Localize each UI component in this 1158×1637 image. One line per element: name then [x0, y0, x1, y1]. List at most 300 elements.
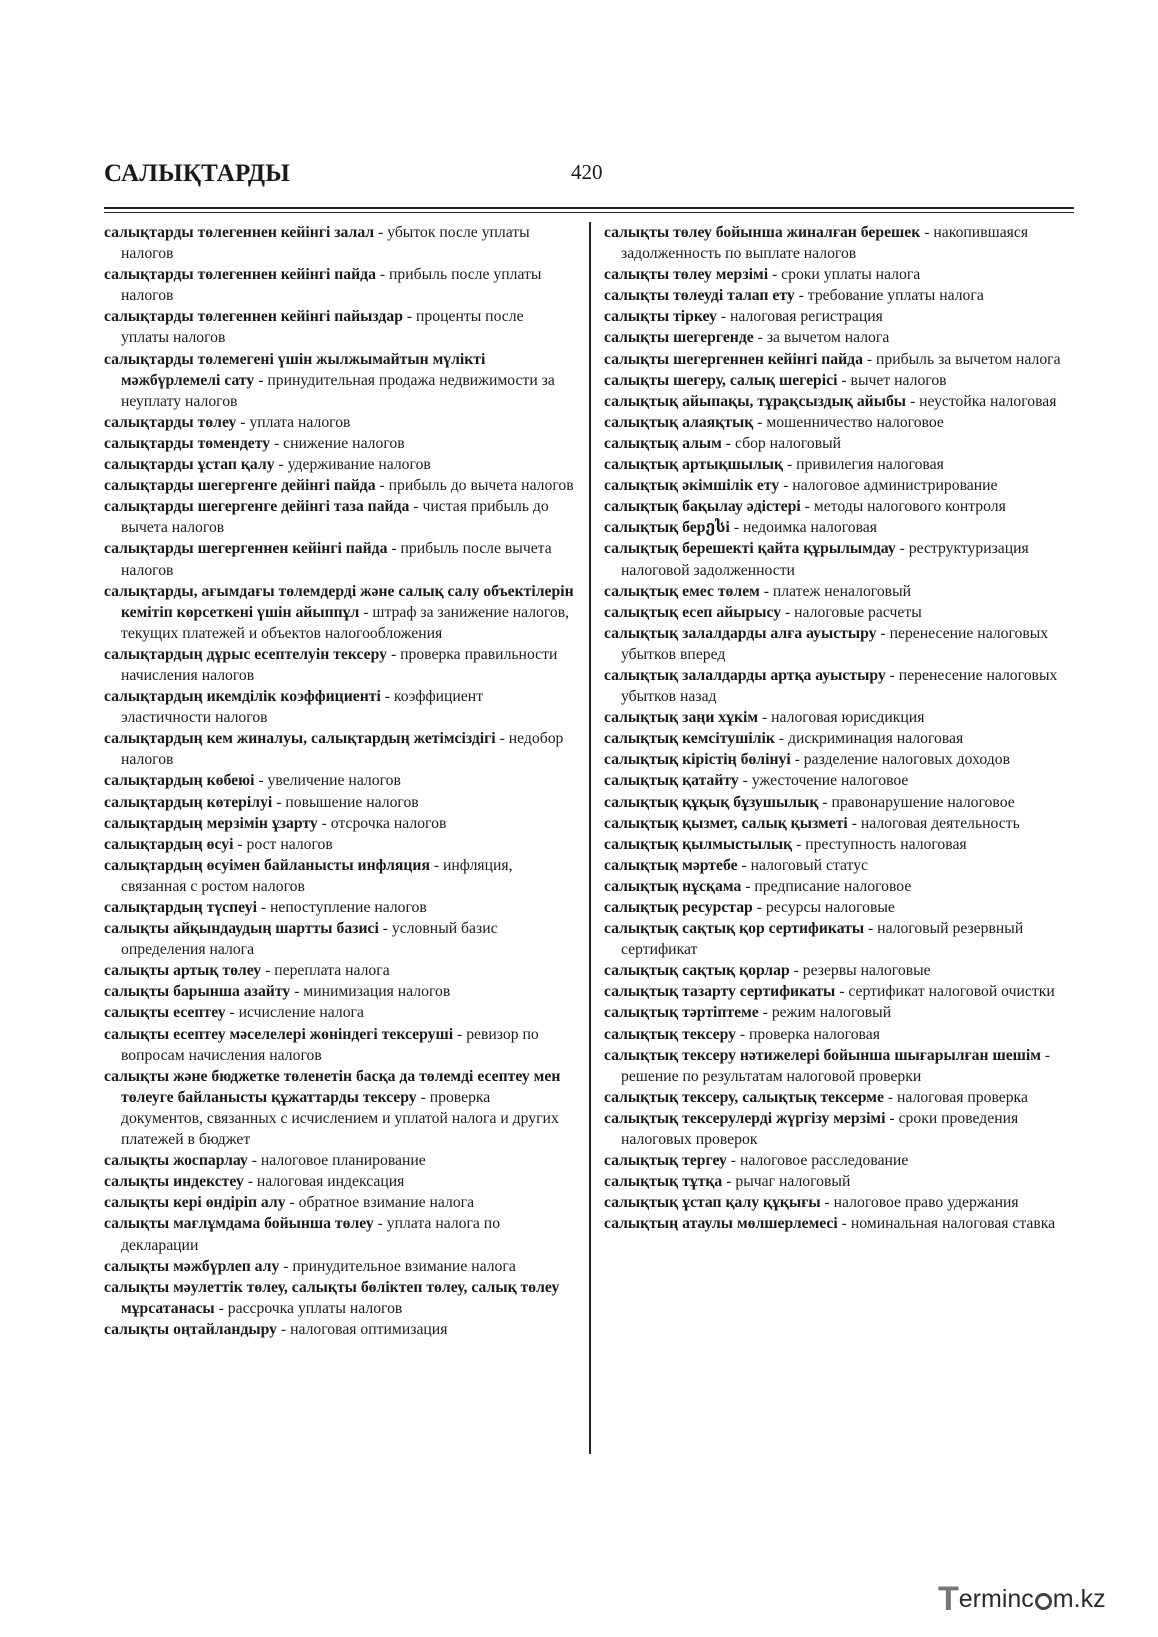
entry-separator: - [789, 962, 803, 980]
dictionary-entry [604, 306, 1079, 327]
entry-term: салықты есептеу мәселелері жөніндегі тексеруші [104, 1025, 454, 1043]
column-divider [589, 222, 591, 1454]
entry-separator: - [820, 1194, 834, 1212]
entry-separator: - [236, 413, 250, 431]
entry-separator: - [378, 920, 392, 938]
entry-translation: платеж неналоговый [772, 582, 912, 600]
entry-term: салықтық заңи хұкім [604, 709, 759, 727]
entry-translation: мошенничество налоговое [766, 413, 944, 431]
entry-term: салықтық қызмет, салық қызметі [604, 814, 848, 832]
entry-term: салықтық тергеу [604, 1152, 727, 1170]
dictionary-entry [604, 813, 1079, 834]
entry-separator: - [876, 624, 890, 642]
entry-term: салықтарды төлеу [104, 413, 237, 431]
entry-term: салықтардың түспеуі [104, 899, 257, 916]
entry-term: салықты кері өндіріп алу [104, 1194, 286, 1212]
entry-separator: - [261, 962, 275, 980]
entry-separator: - [225, 1004, 239, 1022]
dictionary-entry [604, 538, 1079, 580]
dictionary-entry [604, 707, 1079, 728]
entry-term: салықты артық төлеу [104, 962, 262, 980]
dictionary-entry [604, 517, 1079, 538]
dictionary-entry [604, 1087, 1079, 1108]
dictionary-entry [104, 918, 575, 960]
dictionary-entry [104, 1319, 575, 1340]
entry-term: салықты мәжбүрлеп алу [104, 1257, 280, 1275]
dictionary-entry [104, 412, 575, 433]
dictionary-entry [104, 496, 575, 538]
dictionary-entry [104, 1171, 575, 1192]
entry-term: салықтық айыпақы, тұрақсыздық айыбы [604, 392, 907, 410]
entry-separator: - [726, 1152, 740, 1170]
entry-separator: - [885, 666, 899, 684]
entry-translation: номинальная налоговая ставка [850, 1215, 1056, 1233]
entry-term: салықтық мәртебе [604, 856, 738, 874]
dictionary-entry [104, 1002, 575, 1023]
entry-separator: - [906, 392, 920, 410]
entry-term: салықтық тексеру нәтижелері бойынша шығарылған шешім [604, 1046, 1041, 1064]
entry-separator: - [373, 1215, 387, 1233]
dictionary-entry [104, 770, 575, 791]
entry-term: салықтардың көтерілуі [104, 793, 273, 811]
dictionary-entry [604, 264, 1079, 285]
dictionary-entry [604, 412, 1079, 433]
entry-term: салықты шегеру, салық шегерісі [604, 371, 838, 389]
entry-translation: проверка правильности начисления налогов [121, 645, 558, 684]
entry-separator: - [779, 477, 793, 495]
entry-translation: перенесение налоговых убытков вперед [621, 624, 1049, 663]
dictionary-entry [104, 306, 575, 348]
entry-term: салықтық бақылау әдістері [604, 498, 801, 516]
dictionary-entry [104, 1277, 575, 1319]
watermark-mid: erminc [958, 1585, 1034, 1613]
dictionary-entry [604, 1045, 1079, 1087]
entry-term: салықты жоспарлау [104, 1152, 248, 1170]
entry-translation: сертификат налоговой очистки [848, 983, 1055, 1001]
entry-term: салықтық кемсітушілік [604, 730, 775, 748]
entry-translation: дискриминация налоговая [787, 730, 964, 748]
entry-term: салықтық берешекті қайта құрылымдау [604, 540, 896, 558]
entry-translation: ревизор по вопросам начисления налогов [121, 1025, 539, 1064]
dictionary-entry [104, 1256, 575, 1277]
entry-separator: - [721, 434, 735, 452]
entry-translation: налоговая индексация [256, 1173, 405, 1191]
entry-term: салықтарды шегергеннен кейінгі пайда [104, 540, 388, 558]
entry-term: салықтарды шегергенге дейінгі пайда [104, 477, 376, 495]
entry-translation: рычаг налоговый [735, 1173, 851, 1191]
entry-separator: - [270, 434, 284, 452]
dictionary-entry [604, 770, 1079, 791]
dictionary-entry [604, 876, 1079, 897]
header-rule-thin [104, 212, 1074, 213]
entry-translation: условный базис определения налога [121, 920, 498, 959]
entry-term: салықтық қылмыстылық [604, 835, 793, 853]
entry-separator: - [753, 329, 767, 347]
entry-translation: предписание налоговое [754, 877, 912, 895]
entry-translation: налоговая деятельность [860, 814, 1020, 832]
entry-translation: проверка налоговая [749, 1025, 880, 1043]
entry-separator: - [416, 1088, 430, 1106]
entry-translation: накопившаяся задолженность по выплате налогов [621, 224, 1029, 263]
entry-term: салықтық ұстап қалу құқығы [604, 1194, 821, 1212]
terminkom-logo [938, 1580, 1106, 1619]
dictionary-entry [104, 1066, 575, 1150]
entry-translation: налоговый резервный сертификат [621, 920, 1024, 959]
entry-separator: - [429, 856, 444, 874]
entry-term: салықтық тексеру, салықтық тексерме [604, 1088, 884, 1106]
dictionary-entry [104, 264, 575, 306]
entry-translation: методы налогового контроля [813, 498, 1006, 516]
entry-translation: увеличение налогов [267, 772, 401, 790]
entry-translation: проценты после уплаты налогов [121, 308, 524, 347]
entry-term: салықтық алым [604, 434, 722, 452]
dictionary-entry [604, 454, 1079, 475]
entry-translation: удерживание налогов [287, 456, 431, 474]
right-column [604, 222, 1079, 1235]
entry-separator: - [737, 856, 751, 874]
dictionary-entry [604, 918, 1079, 960]
dictionary-entry [104, 1150, 575, 1171]
entry-term: салықты тіркеу [604, 308, 717, 326]
dictionary-entry [604, 960, 1079, 981]
entry-separator: - [254, 371, 268, 389]
entry-separator: - [837, 371, 851, 389]
entry-translation: преступность налоговая [805, 835, 967, 853]
entry-translation: решение по результатам налоговой проверки [621, 1067, 922, 1085]
entry-separator: - [272, 793, 286, 811]
entry-separator: - [279, 1257, 293, 1275]
dictionary-entry [604, 349, 1079, 370]
entry-separator: - [359, 603, 373, 621]
dictionary-entry [104, 1024, 575, 1066]
entry-translation: налоговый статус [750, 856, 868, 874]
entry-term: салықтық залалдарды артқа ауыстыру [604, 666, 886, 684]
dictionary-entry [104, 897, 575, 918]
dictionary-entry [604, 1108, 1079, 1150]
dictionary-entry [604, 749, 1079, 770]
entry-translation: сбор налоговый [734, 434, 842, 452]
dictionary-entry [604, 496, 1079, 517]
entry-translation: налоговая оптимизация [290, 1320, 448, 1338]
entry-term: салықтық ресурстар [604, 899, 753, 916]
entry-translation: привилегия налоговая [796, 456, 944, 474]
dictionary-entry [604, 855, 1079, 876]
entry-translation: налоговое расследование [739, 1152, 909, 1170]
entry-separator: - [835, 983, 849, 1001]
entry-term: салықты оңтайландыру [104, 1320, 277, 1338]
dictionary-entry [604, 792, 1079, 813]
entry-translation: недобор налогов [121, 730, 564, 769]
entry-term: салықтарды, ағымдағы төлемдерді және салық салу объектілерін кемітіп көрсеткені үшін айыппұл [104, 582, 574, 621]
watermark-prefix: T [938, 1580, 959, 1618]
entry-translation: рассрочка уплаты налогов [227, 1299, 403, 1317]
entry-separator: - [729, 519, 743, 537]
entry-translation: чистая прибыль до вычета налогов [121, 498, 549, 537]
entry-separator: - [722, 1173, 736, 1191]
dictionary-entry [604, 1192, 1079, 1213]
dictionary-entry [604, 475, 1079, 496]
dictionary-entry [604, 391, 1079, 412]
entry-translation: убыток после уплаты налогов [121, 224, 530, 263]
entry-term: салықты төлеуді талап ету [604, 287, 795, 305]
entry-separator: - [753, 413, 767, 431]
entry-separator: - [387, 645, 401, 663]
entry-separator: - [285, 1194, 299, 1212]
dictionary-entry [604, 728, 1079, 749]
entry-translation: налоговое администрирование [792, 477, 998, 495]
entry-separator: - [847, 814, 861, 832]
entry-translation: налоговая проверка [897, 1088, 1028, 1106]
dictionary-entry [104, 981, 575, 1002]
entry-term: салықтық нұсқама [604, 877, 742, 895]
dictionary-entry [104, 433, 575, 454]
dictionary-entry [604, 433, 1079, 454]
entry-term: салықтық берესі [604, 519, 730, 537]
entry-translation: налоговая юрисдикция [771, 709, 925, 727]
entry-translation: коэффициент эластичности налогов [121, 688, 484, 727]
entry-separator: - [758, 709, 772, 727]
entry-term: салықты төлеу бойынша жиналған берешек [604, 224, 921, 241]
entry-translation: вычет налогов [850, 371, 947, 389]
dictionary-entry [604, 1150, 1079, 1171]
dictionary-entry [604, 602, 1079, 623]
entry-term: салықтық сақтық қорлар [604, 962, 790, 980]
logo-circle-icon [1035, 1593, 1052, 1610]
entry-term: салықтық тексеру [604, 1025, 736, 1043]
entry-term: салықтардың дұрыс есептелуін тексеру [104, 645, 388, 663]
dictionary-entry [604, 1024, 1079, 1045]
dictionary-entry [604, 327, 1079, 348]
dictionary-entry [104, 813, 575, 834]
entry-translation: налоговое право удержания [833, 1194, 1019, 1212]
entry-separator: - [741, 877, 755, 895]
dictionary-entry [104, 834, 575, 855]
entry-separator: - [317, 814, 331, 832]
entry-term: салықтарды шегергенге дейінгі таза пайда [104, 498, 410, 516]
entry-translation: ресурсы налоговые [765, 899, 895, 916]
dictionary-entry [604, 222, 1079, 264]
dictionary-entry [604, 834, 1079, 855]
entry-separator: - [794, 287, 808, 305]
dictionary-entry [104, 581, 575, 644]
entry-separator: - [233, 835, 247, 853]
entry-term: салықтардың көбеюі [104, 772, 255, 790]
dictionary-entry [104, 475, 575, 496]
entry-term: салықтарды төмендету [104, 434, 271, 452]
entry-term: салықты төлеу мерзімі [604, 266, 769, 284]
dictionary-entry [104, 349, 575, 412]
entry-separator: - [214, 1299, 228, 1317]
dictionary-entry [604, 623, 1079, 665]
entry-term: салықтық артықшылық [604, 456, 784, 474]
entry-separator: - [837, 1215, 851, 1233]
entry-separator: - [790, 751, 804, 769]
entry-separator: - [409, 498, 423, 516]
entry-translation: налоговая регистрация [730, 308, 883, 326]
dictionary-entry [104, 538, 575, 580]
entry-translation: непоступление налогов [270, 899, 427, 916]
entry-term: салықтық тәртіптеме [604, 1004, 759, 1022]
entry-translation: неустойка налоговая [919, 392, 1057, 410]
entry-translation: резервы налоговые [802, 962, 931, 980]
dictionary-entry [604, 285, 1079, 306]
dictionary-entry [604, 897, 1079, 918]
entry-term: салықтарды төлегеннен кейінгі пайда [104, 266, 376, 284]
entry-term: салықтық тексерулерді жүргізу мерзімі [604, 1109, 886, 1127]
entry-translation: исчисление налога [238, 1004, 364, 1022]
entry-separator: - [495, 730, 509, 748]
entry-term: салықтық әкімшілік ету [604, 477, 780, 495]
dictionary-entry [604, 1002, 1079, 1023]
entry-term: салықтық тазарту сертификаты [604, 983, 836, 1001]
entry-term: салықтық залалдарды алға ауыстыру [604, 624, 877, 642]
entry-term: салықтардың кем жиналуы, салықтардың жетімсіздігі [104, 730, 496, 748]
entry-term: салықты есептеу [104, 1004, 226, 1022]
entry-term: салықтардың икемділік коэффициенті [104, 688, 381, 706]
entry-separator: - [375, 266, 390, 284]
entry-term: салықтық сақтық қор сертификаты [604, 920, 865, 938]
entry-term: салықты шегергенде [604, 329, 754, 347]
entry-translation: прибыль за вычетом налога [876, 350, 1061, 368]
entry-term: салықтық қатайту [604, 772, 739, 790]
entry-translation: реструктуризация налоговой задолженности [621, 540, 1029, 579]
entry-translation: недоимка налоговая [742, 519, 877, 537]
entry-translation: обратное взимание налога [298, 1194, 475, 1212]
entry-translation: рост налогов [246, 835, 333, 853]
entry-translation: проверка документов, связанных с исчислением и уплатой налога и других платежей в бюджет [121, 1088, 559, 1149]
entry-term: салықтық кірістің бөлінуі [604, 751, 791, 769]
entry-separator: - [254, 772, 268, 790]
entry-term: салықты шегергеннен кейінгі пайда [604, 350, 863, 368]
entry-separator: - [243, 1173, 257, 1191]
entry-translation: штраф за занижение налогов, текущих платежей и объектов налогообложения [121, 603, 570, 642]
entry-separator: - [375, 477, 389, 495]
entry-separator: - [800, 498, 814, 516]
entry-separator: - [374, 224, 388, 241]
entry-term: салықты барынша азайту [104, 983, 291, 1001]
entry-separator: - [759, 582, 773, 600]
entry-translation: инфляция, связанная с ростом налогов [121, 856, 513, 895]
dictionary-entry [104, 960, 575, 981]
entry-separator: - [256, 899, 271, 916]
entry-translation: требование уплаты налога [807, 287, 984, 305]
watermark-suffix: m.kz [1052, 1585, 1106, 1613]
dictionary-entry [104, 644, 575, 686]
entry-separator: - [885, 1109, 899, 1127]
entry-translation: снижение налогов [283, 434, 405, 452]
entry-term: салықтарды төлегеннен кейінгі пайыздар [104, 308, 403, 326]
entry-term: салықтық құқық бұзушылық [604, 793, 819, 811]
entry-separator: - [453, 1025, 467, 1043]
entry-separator: - [783, 456, 797, 474]
dictionary-entry [104, 222, 575, 264]
entry-separator: - [818, 793, 832, 811]
entry-translation: минимизация налогов [303, 983, 451, 1001]
entry-separator: - [864, 920, 878, 938]
entry-term: салықты индекстеу [104, 1173, 244, 1191]
dictionary-entry [604, 1171, 1079, 1192]
entry-term: салықтық емес төлем [604, 582, 760, 600]
entry-term: салықтық алаяқтық [604, 413, 754, 431]
entry-term: салықтарды төлемегені үшін жылжымайтын мүлікті мәжбүрлемелі сату [104, 350, 486, 389]
entry-translation: за вычетом налога [766, 329, 890, 347]
header-rule [104, 207, 1074, 209]
entry-separator: - [735, 1025, 750, 1043]
entry-separator: - [402, 308, 417, 326]
entry-term: салықты мәулеттік төлеу, салықты бөліктеп төлеу, салық төлеу мұрсатанасы [104, 1278, 560, 1317]
dictionary-entry [604, 981, 1079, 1002]
dictionary-entry [104, 686, 575, 728]
entry-term: салықтардың мерзімін ұзарту [104, 814, 318, 832]
entry-separator: - [895, 540, 909, 558]
entry-translation: ужесточение налоговое [751, 772, 909, 790]
entry-translation: налоговое планирование [260, 1152, 426, 1170]
dictionary-entry [604, 581, 1079, 602]
dictionary-entry [104, 1213, 575, 1255]
entry-translation: налоговые расчеты [794, 603, 922, 621]
entry-term: салықтың атаулы мөлшерлемесі [604, 1215, 838, 1233]
entry-separator: - [862, 350, 877, 368]
dictionary-entry [104, 1192, 575, 1213]
entry-term: салықтық есеп айырысу [604, 603, 782, 621]
dictionary-entry [104, 728, 575, 770]
entry-separator: - [920, 224, 934, 241]
entry-translation: прибыль до вычета налогов [388, 477, 574, 495]
entry-separator: - [792, 835, 806, 853]
dictionary-entry [604, 1213, 1079, 1234]
entry-term: салықтарды төлегеннен кейінгі залал [104, 224, 375, 241]
entry-translation: переплата налога [274, 962, 390, 980]
entry-term: салықты және бюджетке төленетін басқа да төлемді есептеу мен төлеуге байланысты құжаттарды тексеру [104, 1067, 561, 1106]
entry-translation: повышение налогов [285, 793, 419, 811]
entry-translation: правонарушение налоговое [831, 793, 1015, 811]
dictionary-entry [604, 665, 1079, 707]
page-number: 420 [571, 160, 603, 184]
entry-separator: - [768, 266, 782, 284]
entry-separator: - [774, 730, 788, 748]
entry-term: салықты мағлұмдама бойынша төлеу [104, 1215, 374, 1233]
entry-separator: - [1040, 1046, 1051, 1064]
entry-term: салықты айқындаудың шартты базисі [104, 920, 379, 938]
entry-separator: - [738, 772, 752, 790]
entry-translation: режим налоговый [771, 1004, 892, 1022]
entry-separator: - [247, 1152, 261, 1170]
entry-term: салықтардың өсуімен байланысты инфляция [104, 856, 430, 874]
entry-translation: разделение налоговых доходов [803, 751, 1010, 769]
entry-separator: - [752, 899, 766, 916]
entry-separator: - [758, 1004, 772, 1022]
entry-term: салықтық тұтқа [604, 1173, 723, 1191]
entry-separator: - [781, 603, 795, 621]
dictionary-entry [104, 454, 575, 475]
entry-separator: - [277, 1320, 291, 1338]
entry-translation: прибыль после уплаты налогов [121, 266, 542, 305]
entry-separator: - [387, 540, 401, 558]
entry-translation: перенесение налоговых убытков назад [621, 666, 1058, 706]
entry-translation: уплата налогов [249, 413, 351, 431]
entry-term: салықтардың өсуі [104, 835, 234, 853]
entry-translation: сроки уплаты налога [781, 266, 921, 284]
entry-translation: уплата налога по декларации [121, 1215, 501, 1254]
entry-separator: - [716, 308, 731, 326]
page-title: САЛЫҚТАРДЫ [104, 160, 290, 187]
entry-translation: сроки проведения налоговых проверок [621, 1109, 1019, 1149]
dictionary-entry [104, 855, 575, 897]
entry-translation: отсрочка налогов [330, 814, 447, 832]
entry-separator: - [380, 688, 394, 706]
entry-separator: - [290, 983, 304, 1001]
entry-translation: принудительная продажа недвижимости за неуплату налогов [121, 371, 555, 410]
